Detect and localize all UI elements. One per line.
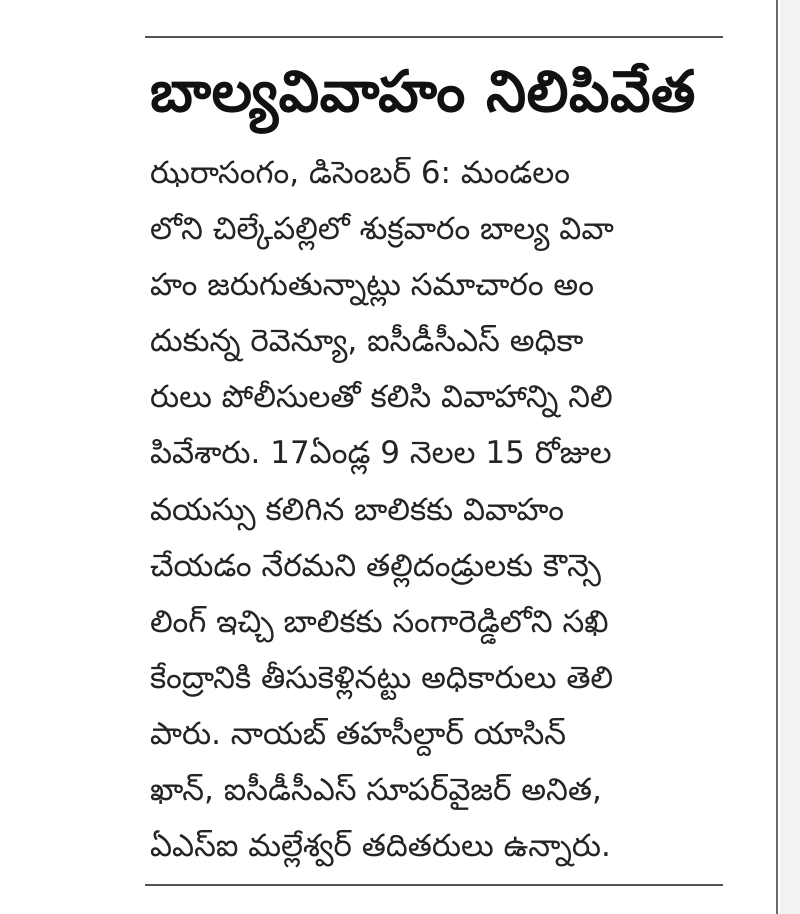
- article-line: పారు. నాయబ్ తహసీల్దార్ యాసిన్: [150, 715, 566, 752]
- article-line: కేంద్రానికి తీసుకెళ్లినట్టు అధికారులు తెలి: [150, 659, 614, 696]
- article-headline: బాల్యవివాహం నిలిపివేత: [150, 59, 696, 125]
- right-margin: [780, 0, 800, 914]
- top-rule: [145, 36, 723, 38]
- article-line: వయస్సు కలిగిన బాలికకు వివాహం: [150, 491, 564, 528]
- article-line: హం జరుగుతున్నాట్లు సమాచారం అం: [150, 267, 594, 304]
- article-line: ఏఎస్ఐ మల్లేశ్వర్ తదితరులు ఉన్నారు.: [150, 828, 611, 865]
- article-line: ఝరాసంగం, డిసెంబర్ 6: మండలం: [150, 155, 571, 191]
- article-line: లింగ్ ఇచ్చి బాలికకు సంగారెడ్డిలోని సఖి: [150, 603, 609, 640]
- article-line: రులు పోలీసులతో కలిసి వివాహాన్ని నిలి: [150, 379, 613, 416]
- bottom-rule: [145, 884, 723, 886]
- article-line: పివేశారు. 17ఏండ్ల 9 నెలల 15 రోజుల: [150, 435, 612, 472]
- article-line: చేయడం నేరమని తల్లిదండ్రులకు కౌన్సె: [150, 547, 601, 584]
- article-body: [150, 145, 725, 875]
- next-article-fragment: [160, 894, 700, 914]
- left-margin: [0, 0, 95, 914]
- article-line: లోని చిల్కేపల్లిలో శుక్రవారం బాల్య వివా: [150, 211, 614, 248]
- article-line: ఖాన్, ఐసీడీసీఎస్ సూపర్‌వైజర్ అనిత,: [150, 772, 602, 809]
- article-line: దుకున్న రెవెన్యూ, ఐసీడీసీఎస్ అధికా: [150, 323, 584, 360]
- previous-article-fragment: [155, 0, 715, 8]
- column-divider: [776, 0, 778, 914]
